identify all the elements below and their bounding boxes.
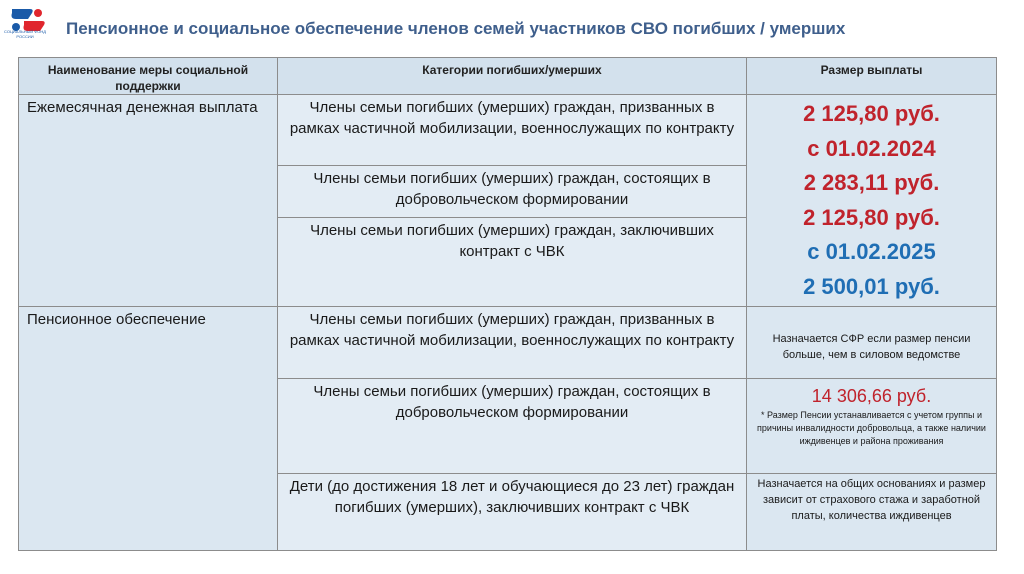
monthly-amounts [747,95,997,307]
table-row [19,95,997,166]
amount-value: 2 125,80 руб. [803,204,940,230]
pension-footnote: * Размер Пенсии устанавливается с учетом группы и причины инвалидности добровольца, а также наличии иждивенцев и района проживания [757,410,986,446]
header-payment: Размер выплаты [747,58,997,95]
table-row [19,307,997,379]
category-cell: Члены семьи погибших (умерших) граждан, призванных в рамках частичной мобилизации, военнослужащих по контракту [278,95,747,166]
sfr-logo-icon [6,6,50,46]
payment-cell: Назначается на общих основаниях и размер зависит от страхового стажа и заработной платы, количества иждивенцев [747,474,997,551]
measure-pension: Пенсионное обеспечение [19,307,278,551]
category-cell: Дети (до достижения 18 лет и обучающиеся до 23 лет) граждан погибших (умерших), заключивших контракт с ЧВК [278,474,747,551]
amount-date: с 01.02.2025 [807,239,936,264]
header-categories: Категории погибших/умерших [278,58,747,95]
benefits-table [18,57,997,551]
amount-value: 2 283,11 руб. [803,170,940,195]
header-measure: Наименование меры социальной поддержки [19,58,278,95]
category-cell: Члены семьи погибших (умерших) граждан, состоящих в добровольческом формировании [278,379,747,474]
payment-cell [747,379,997,474]
category-cell: Члены семьи погибших (умерших) граждан, состоящих в добровольческом формировании [278,166,747,218]
amount-value: 2 500,01 руб. [803,273,940,299]
payment-cell: Назначается СФР если размер пенсии больше, чем в силовом ведомстве [747,307,997,379]
page-title: Пенсионное и социальное обеспечение членов семей участников СВО погибших / умерших [66,19,846,38]
measure-monthly: Ежемесячная денежная выплата [19,95,278,307]
category-cell: Члены семьи погибших (умерших) граждан, заключивших контракт с ЧВК [278,218,747,307]
table-header-row [19,58,997,95]
amount-date: с 01.02.2024 [807,135,936,161]
pension-amount: 14 306,66 руб. [811,386,932,406]
logo-text: СОЦИАЛЬНЫЙ ФОНД РОССИИ [4,29,46,39]
amount-value: 2 125,80 руб. [803,101,940,126]
category-cell: Члены семьи погибших (умерших) граждан, призванных в рамках частичной мобилизации, военнослужащих по контракту [278,307,747,379]
